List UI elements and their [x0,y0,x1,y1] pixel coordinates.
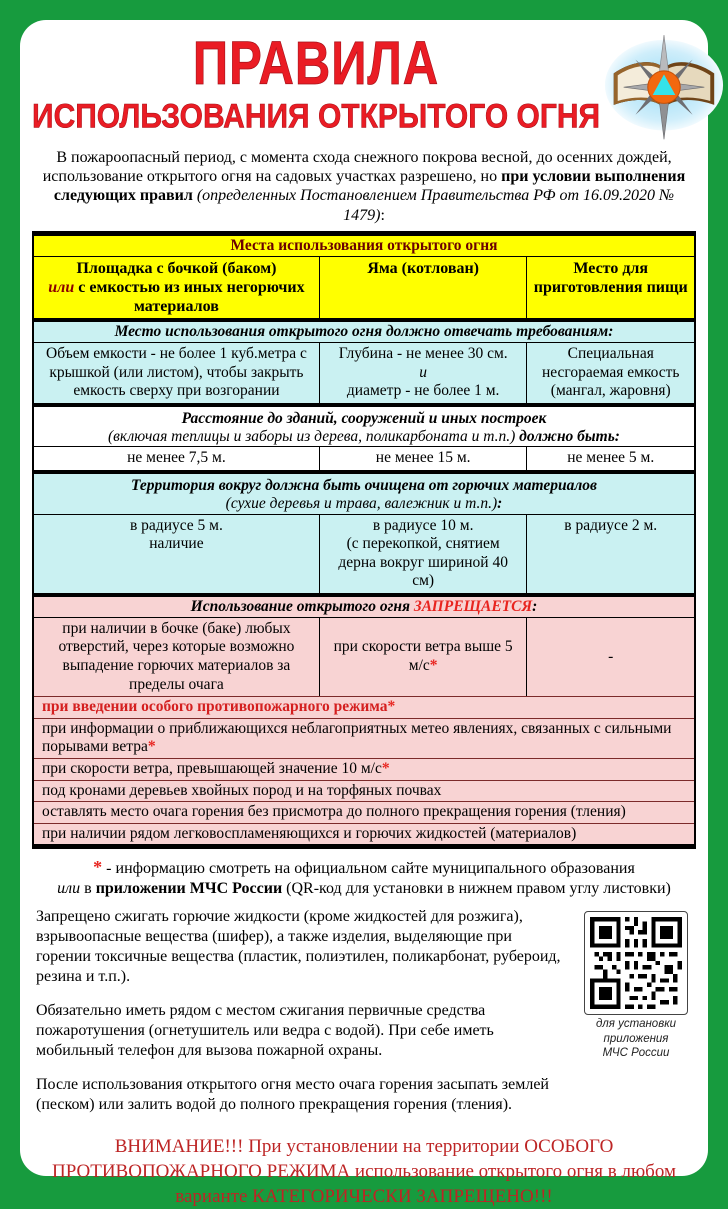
footnote [32,856,696,899]
territory-header-tail: : [497,494,503,512]
distance-barrel: не менее 7,5 м. [34,447,320,470]
asterisk-icon: * [387,698,396,716]
intro-text: В пожароопасный период, с момента схода снежного покрова весной, до осенних дождей, использование открытого огня на садовых участках разрешено, но [42,149,672,186]
place-col-barrel-line1: Площадка с бочкой (баком) [76,259,277,277]
ban-row-wind10 [34,758,694,780]
distance-header [34,403,694,447]
distance-pit: не менее 15 м. [320,447,528,470]
ban-columns-row [34,617,694,696]
ban-barrel: при наличии в бочке (баке) любых отверстий, через которые возможно выпадение горючих материалов за пределы очага [34,618,320,696]
req-cooking: Специальная несгораемая емкость (мангал, жаровня) [541,344,680,400]
paragraph-extinguishers: Обязательно иметь рядом с местом сжигания первичные средства пожаротушения (огнетушитель или ведра с водой). При себе иметь мобильный телефон для вызова пожарной охраны. [36,1002,494,1060]
ban-pit-star: * [429,656,438,674]
body-paragraphs [36,907,570,1129]
footnote-or: или [57,880,81,898]
distance-cooking: не менее 5 м. [567,449,655,467]
ban-row-text: при скорости ветра, превышающей значение 10 м/с [42,759,382,777]
requirements-header: Место использования открытого огня должно отвечать требованиям: [34,318,694,342]
req-pit-and: и [419,363,428,381]
ban-row-text: при информации о приближающихся неблагоприятных метео явлениях, связанных с сильными порывами ветра [42,719,672,756]
place-col-cooking: Место для приготовления пищи [533,259,688,296]
page-title: ПРАВИЛА [192,30,440,98]
territory-pit-note: (с перекопкой, снятием дерна вокруг шириной 40 см) [338,535,508,590]
intro-bold: при условии выполнения следующих правил [53,168,686,205]
ban-row-conifers [34,780,694,802]
body-section [36,907,692,1129]
intro-paragraph [38,148,690,225]
distance-header-line2: (включая теплицы и заборы из дерева, поликарбоната и т.п.) [108,427,520,445]
ban-header [34,593,694,617]
territory-barrel-presence: наличие [149,535,204,553]
page-subtitle: ИСПОЛЬЗОВАНИЯ ОТКРЫТОГО ОГНЯ [32,97,601,136]
qr-caption [580,1017,692,1060]
ban-header-red: ЗАПРЕЩАЕТСЯ [413,597,533,615]
territory-barrel [34,515,320,593]
ban-row-special-regime [34,696,694,718]
mchs-emblem-icon [600,34,728,142]
poster-titles [32,30,601,136]
places-header: Места использования открытого огня [34,236,694,256]
territory-cooking: в радиусе 2 м. [564,516,658,534]
ban-header-tail: : [532,597,538,615]
territory-barrel-radius: в радиусе 5 м. [129,516,223,534]
poster-sheet [20,20,708,1207]
ban-row-unattended [34,801,694,823]
intro-italic: (определенных Постановлением Правительства РФ от 16.09.2020 № 1479) [196,187,675,224]
ban-row-text: оставлять место очага горения без присмотра до полного прекращения горения (тления) [42,803,626,821]
footnote-tail: (QR-код для установки в нижнем правом углу листовки) [282,880,671,898]
place-col-barrel-line2: с емкостью из иных негорючих материалов [74,278,305,315]
footnote-app-bold: приложении МЧС России [95,880,283,898]
req-pit-diameter: диаметр - не более 1 м. [346,382,500,400]
rules-table [32,231,696,850]
territory-header [34,470,694,514]
req-pit [320,343,528,403]
place-col-barrel [34,257,320,319]
footnote-mid: в [80,880,96,898]
ban-row-weather [34,718,694,758]
distance-row [34,446,694,470]
asterisk-icon: * [381,759,390,777]
paragraph-after-use: После использования открытого огня место очага горения засыпать землей (песком) или залить водой до полного прекращения горения (тления). [36,1076,549,1114]
warning-banner: ВНИМАНИЕ!!! При установлении на территории ОСОБОГО ПРОТИВОПОЖАРНОГО РЕЖИМА использование открытого огня в любом варианте КАТЕГОРИЧЕСКИ ЗАПРЕЩЕНО!!! [51,1136,677,1207]
qr-caption-line2: приложения [603,1032,669,1045]
place-col-barrel-or: или [48,278,75,296]
asterisk-icon: * [93,857,103,878]
distance-header-must: должно быть: [519,427,620,445]
territory-row [34,514,694,593]
qr-caption-line3: МЧС России [602,1047,670,1060]
req-barrel: Объем емкости - не более 1 куб.метра с крышкой (или листом), чтобы закрыть емкость сверху при возгорании [34,343,320,403]
ban-row-flammables [34,823,694,845]
req-pit-depth: Глубина - не менее 30 см. [338,344,508,362]
requirements-row [34,342,694,403]
qr-code-icon [584,911,688,1015]
ban-cooking [527,618,694,696]
places-columns-row [34,256,694,319]
distance-header-line1: Расстояние до зданий, сооружений и иных построек [181,409,547,427]
ban-cooking-dash: - [608,647,614,665]
ban-row-text: при введении особого противопожарного режима [42,698,388,716]
masthead [32,30,696,142]
ban-pit [320,618,528,696]
asterisk-icon: * [147,738,156,756]
territory-header-line2: (сухие деревья и трава, валежник и т.п.) [225,494,498,512]
qr-column [580,907,692,1129]
qr-caption-line1: для установки [595,1018,677,1031]
ban-row-text: под кронами деревьев хвойных пород и на торфяных почвах [42,781,442,799]
ban-pit-text: при скорости ветра выше 5 м/с [333,638,513,674]
footnote-line1: - информацию смотреть на официальном сайте муниципального образования [102,860,635,878]
territory-pit-radius: в радиусе 10 м. [372,516,474,534]
territory-header-line1: Территория вокруг должна быть очищена от горючих материалов [131,476,597,494]
ban-header-black: Использование открытого огня [190,597,414,615]
paragraph-burn-prohibited: Запрещено сжигать горючие жидкости (кроме жидкостей для розжига), взрывоопасные вещества (шифер), а также изделия, выделяющие при горении токсичные вещества (пластик, полиэтилен, поликарбонат, рубероид, резина и т.п.). [36,908,561,986]
ban-row-text: при наличии рядом легковоспламеняющихся и горючих жидкостей (материалов) [42,824,577,842]
place-col-pit: Яма (котлован) [320,257,528,319]
territory-pit [320,515,528,593]
intro-tail: : [380,206,385,224]
